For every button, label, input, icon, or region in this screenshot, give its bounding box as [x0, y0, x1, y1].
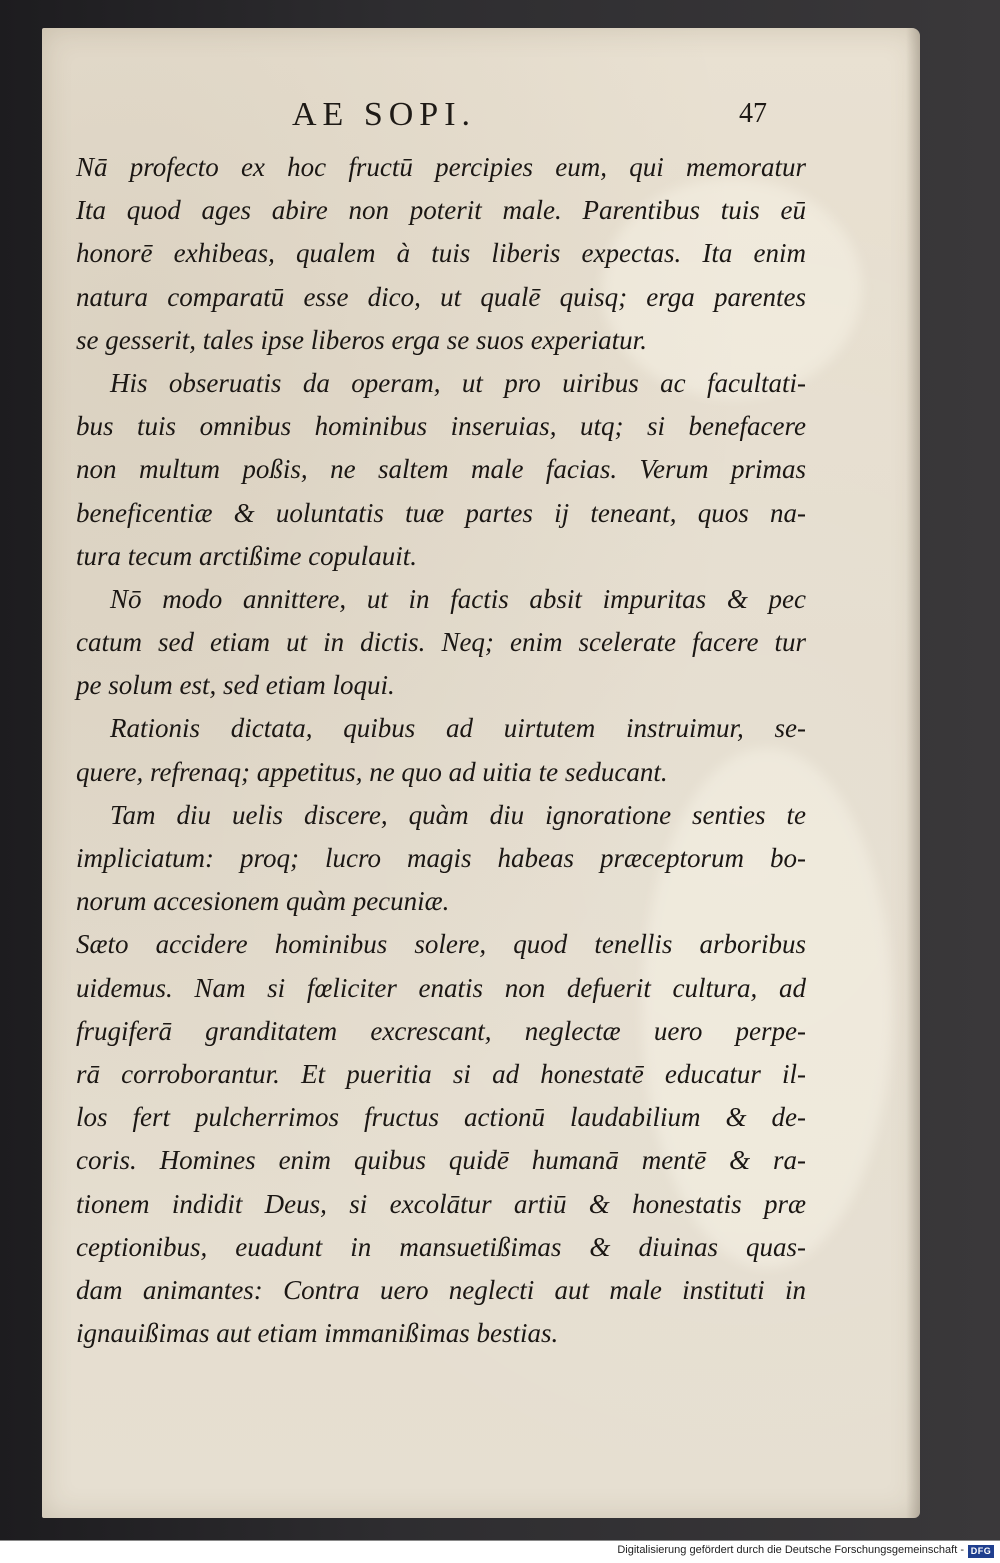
running-head	[42, 96, 920, 136]
text-line: natura comparatū esse dico, ut qualē quisq; erga parentes	[76, 281, 806, 312]
text-line: rā corroborantur. Et pueritia si ad honestatē educatur il-	[76, 1058, 806, 1089]
page-number: 47	[739, 98, 767, 129]
text-line: dam animantes: Contra uero neglecti aut male instituti in	[76, 1274, 806, 1305]
text-line: Sæto accidere hominibus solere, quod tenellis arboribus	[76, 929, 806, 960]
text-line: beneficentiæ & uoluntatis tuæ partes ij teneant, quos na-	[76, 497, 806, 528]
text-line: non multum poßis, ne saltem male facias. Verum primas	[76, 454, 806, 485]
text-line: ceptionibus, euadunt in mansuetißimas & diuinas quas-	[76, 1231, 806, 1262]
footer-bar	[0, 1540, 1000, 1563]
book-page	[42, 28, 920, 1518]
text-line: uidemus. Nam si fœliciter enatis non defuerit cultura, ad	[76, 972, 806, 1003]
text-line: Ita quod ages abire non poterit male. Parentibus tuis eū	[76, 195, 806, 226]
text-line: quere, refrenaq; appetitus, ne quo ad uitia te seducant.	[76, 756, 668, 787]
running-title: AE SOPI.	[292, 96, 477, 133]
text-line: catum sed etiam ut in dictis. Neq; enim scelerate facere tur	[76, 627, 806, 658]
text-line: frugiferā granditatem excrescant, neglectæ uero perpe-	[76, 1015, 806, 1046]
text-line: bus tuis omnibus hominibus inseruias, utq; si benefacere	[76, 411, 806, 442]
text-line: tionem indidit Deus, si excolātur artiū & honestatis præ	[76, 1188, 806, 1219]
text-line: Tam diu uelis discere, quàm diu ignoratione senties te	[110, 799, 806, 830]
text-line: se gesserit, tales ipse liberos erga se suos experiatur.	[76, 324, 647, 355]
text-line: Nā profecto ex hoc fructū percipies eum, qui memoratur	[76, 152, 806, 182]
text-line: norum accesionem quàm pecuniæ.	[76, 886, 450, 917]
text-line: Rationis dictata, quibus ad uirtutem instruimur, se-	[110, 713, 806, 744]
text-line: honorē exhibeas, qualem à tuis liberis expectas. Ita enim	[76, 238, 806, 269]
text-line: Nō modo annittere, ut in factis absit impuritas & pec	[110, 583, 806, 614]
dfg-logo: DFG	[968, 1545, 994, 1558]
text-line: ignauißimas aut etiam immanißimas bestias.	[76, 1318, 559, 1349]
text-line: pe solum est, sed etiam loqui.	[76, 670, 395, 701]
text-line: impliciatum: proq; lucro magis habeas præceptorum bo-	[76, 843, 806, 873]
text-line: los fert pulcherrimos fructus actionū laudabilium & de-	[76, 1102, 806, 1133]
page-edge-shadow	[906, 28, 920, 1518]
body-text	[76, 146, 806, 1355]
funding-credit: Digitalisierung gefördert durch die Deutsche Forschungsgemeinschaft -	[617, 1544, 964, 1556]
text-line: His obseruatis da operam, ut pro uiribus ac facultati-	[110, 367, 806, 398]
text-line: coris. Homines enim quibus quidē humanā mentē & ra-	[76, 1145, 806, 1176]
text-line: tura tecum arctißime copulauit.	[76, 540, 417, 571]
